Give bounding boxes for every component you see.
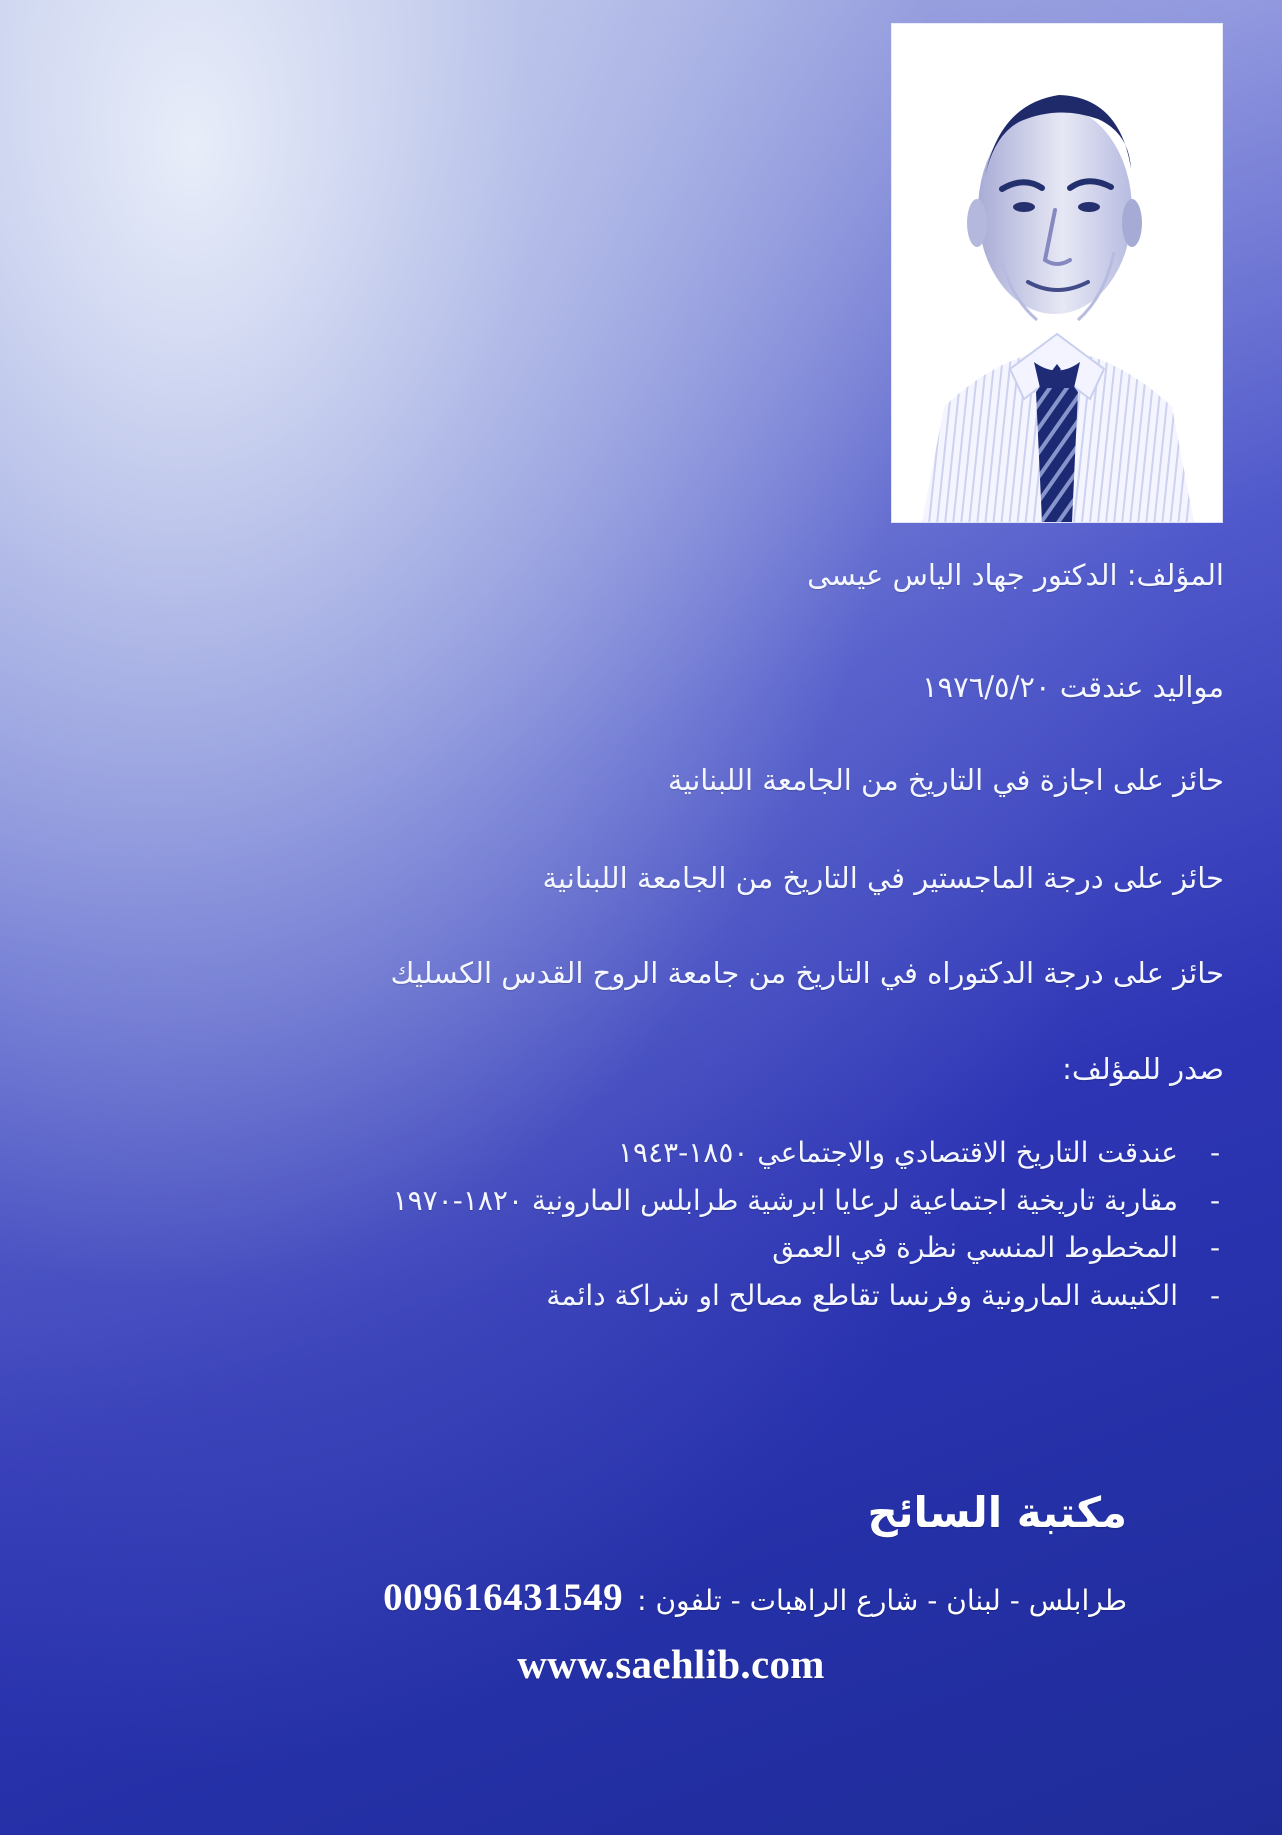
- publication-title: الكنيسة المارونية وفرنسا تقاطع مصالح او شراكة دائمة: [546, 1278, 1178, 1312]
- publisher-phone: 009616431549: [383, 1576, 624, 1619]
- dash-bullet: -: [1209, 1231, 1221, 1265]
- publisher-address: طرابلس - لبنان - شارع الراهبات - تلفون :: [637, 1584, 1127, 1617]
- publication-item: [114, 1184, 1224, 1218]
- author-birth-line: مواليد عندقت ١٩٧٦/٥/٢٠: [921, 670, 1224, 704]
- publication-title: عندقت التاريخ الاقتصادي والاجتماعي ١٨٥٠-١٩٤٣: [617, 1136, 1178, 1169]
- publications-title: صدر للمؤلف:: [1062, 1052, 1224, 1086]
- dash-bullet: -: [1209, 1183, 1221, 1217]
- publication-item: [114, 1279, 1224, 1313]
- publications-list: [114, 1136, 1224, 1326]
- publication-title: مقاربة تاريخية اجتماعية لرعايا ابرشية طرابلس المارونية ١٨٢٠-١٩٧٠: [392, 1183, 1178, 1217]
- publisher-block: [215, 1488, 1127, 1688]
- dash-bullet: -: [1209, 1278, 1221, 1312]
- qualification-line: حائز على درجة الماجستير في التاريخ من الجامعة اللبنانية: [542, 861, 1224, 895]
- author-name-line: المؤلف: الدكتور جهاد الياس عيسى: [807, 558, 1224, 592]
- publication-item: [114, 1136, 1224, 1170]
- publication-title: المخطوط المنسي نظرة في العمق: [772, 1231, 1178, 1265]
- qualification-line: حائز على درجة الدكتوراه في التاريخ من جامعة الروح القدس الكسليك: [390, 956, 1224, 990]
- publication-item: [114, 1231, 1224, 1265]
- publisher-website: www.saehlib.com: [517, 1641, 825, 1687]
- qualification-line: حائز على اجازة في التاريخ من الجامعة اللبنانية: [667, 763, 1224, 797]
- author-portrait: [892, 24, 1222, 522]
- publisher-name: مكتبة السائح: [867, 1488, 1127, 1537]
- author-photo-frame: [892, 24, 1222, 522]
- dash-bullet: -: [1209, 1136, 1221, 1169]
- contact-line: [215, 1575, 1127, 1620]
